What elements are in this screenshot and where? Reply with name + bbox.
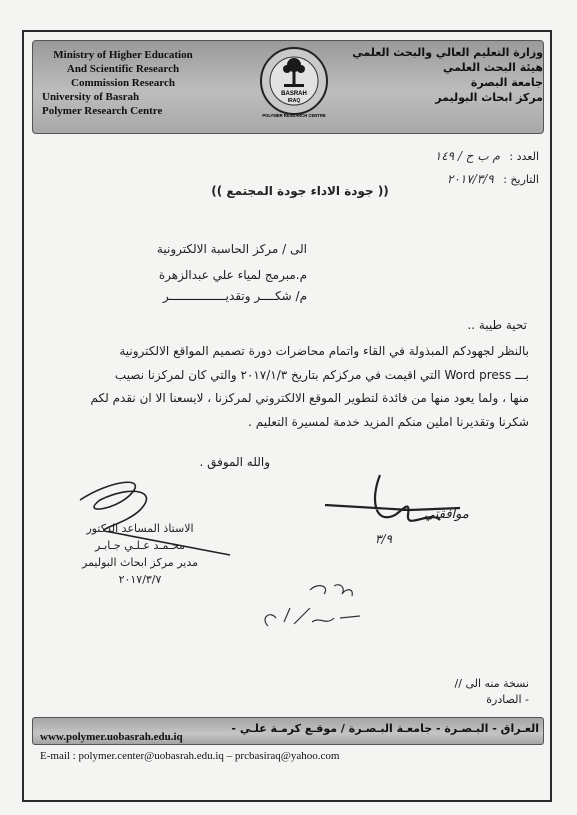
body-line: شكرنا وتقديرنا املين منكم المزيد خدمة لمسيرة التعليم . — [248, 414, 529, 429]
seal-text-basrah: BASRAH — [281, 91, 307, 97]
signature-date: ٢٠١٧/٣/٧ — [118, 573, 162, 586]
signatory-title: الاستاذ المساعد الدكتور — [86, 522, 194, 535]
approval-scribble — [320, 470, 510, 550]
signatory-name: محـمـد عـلـي جـابـر — [94, 539, 186, 552]
copy-to-item: - الصادرة — [486, 693, 529, 706]
footer-website: www.polymer.uobasrah.edu.iq — [40, 731, 183, 743]
signatory-position: مدير مركز ابحاث البوليمر — [82, 556, 198, 569]
signature-block — [60, 520, 220, 588]
approval-note: موافقتي — [424, 507, 469, 522]
ref-number-label: العدد : — [509, 150, 539, 163]
addressee-block — [87, 236, 307, 288]
header-en-line: Polymer Research Centre — [42, 105, 163, 117]
copy-to-label: نسخة منه الى // — [454, 677, 529, 690]
body-line: منها ، ولما يعود منها من فائدة لتطوير الموقع الالكتروني لمركزنا ، لايسعنا الا ان نقدم لكم — [90, 391, 529, 405]
header-ar-line: وزارة التعليم العالي والبحث العلمي — [352, 46, 543, 59]
body-line: بـــ Word press التي اقيمت في مركزكم بتاريخ ٢٠١٧/١/٣ والتي كان لمركزنا نصيب — [114, 367, 529, 382]
seal-text-iraq: IRAQ — [287, 98, 301, 104]
addressee-to: الى / مركز الحاسبة الالكترونية — [156, 242, 307, 256]
header-en-line: University of Basrah — [42, 91, 140, 103]
seal-text-centre: POLYMER RESEARCH CENTRE — [262, 113, 326, 118]
closing: والله الموفق . — [199, 455, 270, 469]
header-en-line: Ministry of Higher Education — [53, 49, 193, 61]
body-line: بالنظر لجهودكم المبذولة في القاء واتمام محاضرات دورة تصميم المواقع الالكترونية — [119, 344, 529, 358]
letter-body — [59, 340, 529, 434]
addressee-name: م.مبرمج لمياء علي عبدالزهرة — [158, 268, 307, 282]
header-arabic — [352, 45, 543, 105]
handwritten-note — [250, 578, 390, 648]
copy-to-block — [455, 676, 529, 708]
header-en-line: Commission Research — [71, 77, 175, 89]
ref-date-value: ٢٠١٧/٣/٩ — [446, 172, 494, 186]
footer-email: E-mail : polymer.center@uobasrah.edu.iq – prcbasiraq@yahoo.com — [40, 750, 340, 762]
greeting: تحية طيبة .. — [467, 318, 527, 332]
header-en-line: And Scientific Research — [66, 63, 180, 75]
ref-number-value: م ب ح / ١٤٩ — [434, 149, 500, 163]
university-seal-logo — [258, 43, 330, 123]
header-ar-line: جامعة البصرة — [470, 76, 543, 89]
letter-subject: م/ شكــــر وتقديــــــــــــــــر — [162, 289, 307, 303]
approval-date: ٣/٩ — [375, 532, 392, 546]
header-ar-line: هيئة البحث العلمي — [442, 61, 543, 74]
slogan: (( جودة الاداء جودة المجتمع )) — [211, 184, 389, 198]
header-ar-line: مركز ابحاث البوليمر — [435, 91, 543, 104]
ref-date-label: التاريخ : — [503, 173, 539, 186]
footer-address: العـراق - البـصـرة - جامعـة البـصـرة / موقـع كرمـة علـي - — [231, 722, 539, 735]
header-english — [38, 48, 208, 118]
